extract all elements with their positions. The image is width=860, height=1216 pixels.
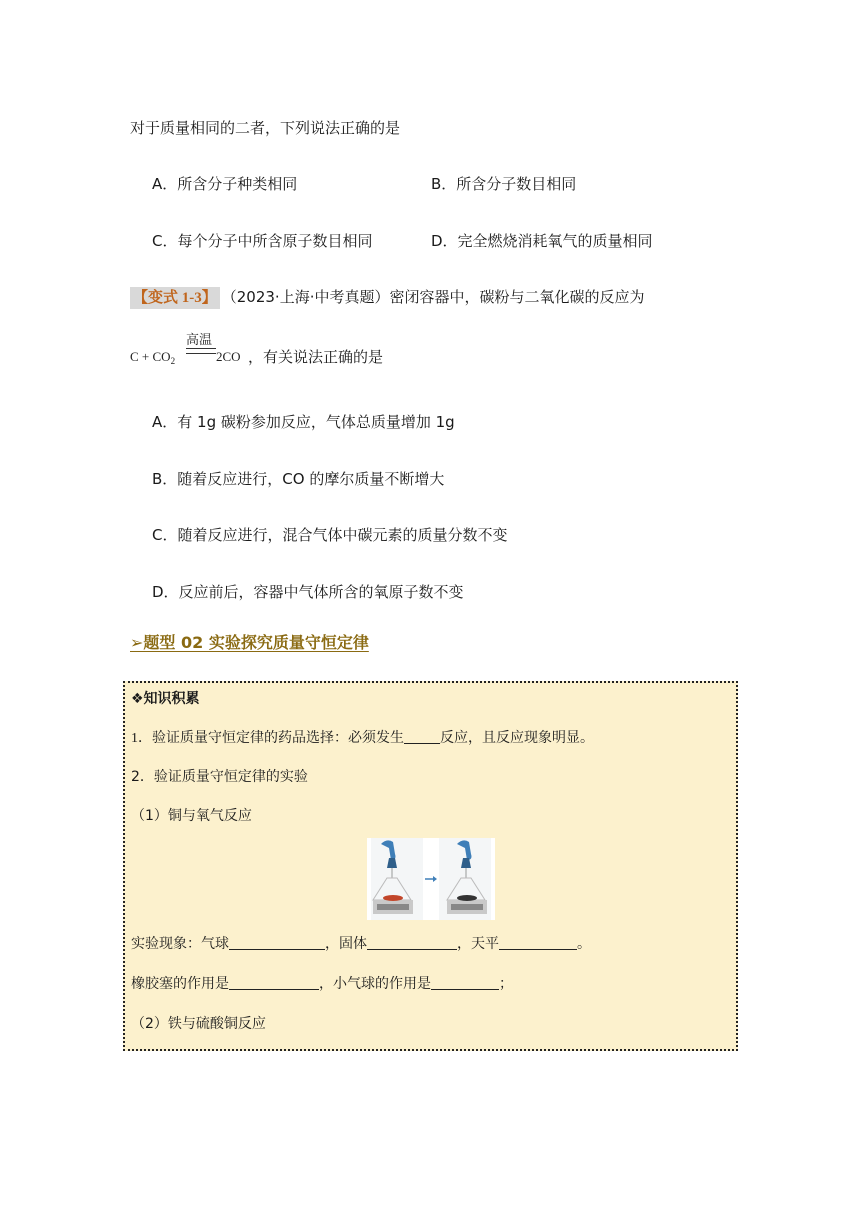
equation-products: 2CO [216, 349, 241, 364]
observation-line: 实验现象：气球 ，固体 ，天平 。 [131, 936, 591, 952]
variant-question [130, 286, 644, 309]
question-intro: 对于质量相同的二者，下列说法正确的是 [130, 119, 401, 137]
q2-option-a: A．有 1g 碳粉参加反应，气体总质量增加 1g [152, 413, 455, 431]
equation-equals-bar [186, 348, 216, 354]
q2-option-b: B．随着反应进行，CO 的摩尔质量不断增大 [152, 470, 445, 488]
blank-reaction-type[interactable] [404, 729, 440, 744]
blank-stopper-role[interactable] [229, 975, 319, 990]
q1-option-c: C．每个分子中所含原子数目相同 [152, 232, 373, 250]
equation-condition: 高温 [186, 333, 213, 348]
knowledge-item-4: （2）铁与硫酸铜反应 [131, 1016, 266, 1032]
blank-balloon[interactable] [229, 935, 325, 950]
variant-tag: 【变式 1-3】 [130, 287, 220, 309]
knowledge-box [123, 681, 738, 1051]
q1-option-a: A．所含分子种类相同 [152, 175, 298, 193]
equation-tail: ，有关说法正确的是 [248, 348, 384, 366]
blank-balloon-role[interactable] [431, 975, 499, 990]
blank-solid[interactable] [367, 935, 457, 950]
function-line: 橡胶塞的作用是 ，小气球的作用是 ； [131, 976, 513, 992]
knowledge-title: ❖知识积累 [131, 691, 200, 707]
q2-option-d: D．反应前后，容器中气体所含的氧原子数不变 [152, 583, 464, 601]
q1-option-d: D．完全燃烧消耗氧气的质量相同 [431, 232, 653, 250]
equation-reactants: $C + CO_2$ [130, 349, 176, 366]
q1-option-b: B．所含分子数目相同 [431, 175, 577, 193]
knowledge-item-3: （1）铜与氧气反应 [131, 808, 252, 824]
knowledge-item-1: 1．验证质量守恒定律的药品选择：必须发生 反应，且反应现象明显。 [131, 730, 594, 746]
variant-text: （2023·上海·中考真题）密闭容器中，碳粉与二氧化碳的反应为 [221, 288, 645, 306]
equation-row [130, 333, 384, 368]
q2-option-c: C．随着反应进行，混合气体中碳元素的质量分数不变 [152, 526, 508, 544]
section-title: ➢题型 02 实验探究质量守恒定律 [130, 633, 369, 652]
blank-balance[interactable] [499, 935, 577, 950]
knowledge-item-2: 2．验证质量守恒定律的实验 [131, 769, 308, 785]
copper-oxygen-experiment-figure [367, 838, 495, 920]
chemical-equation [130, 333, 248, 368]
